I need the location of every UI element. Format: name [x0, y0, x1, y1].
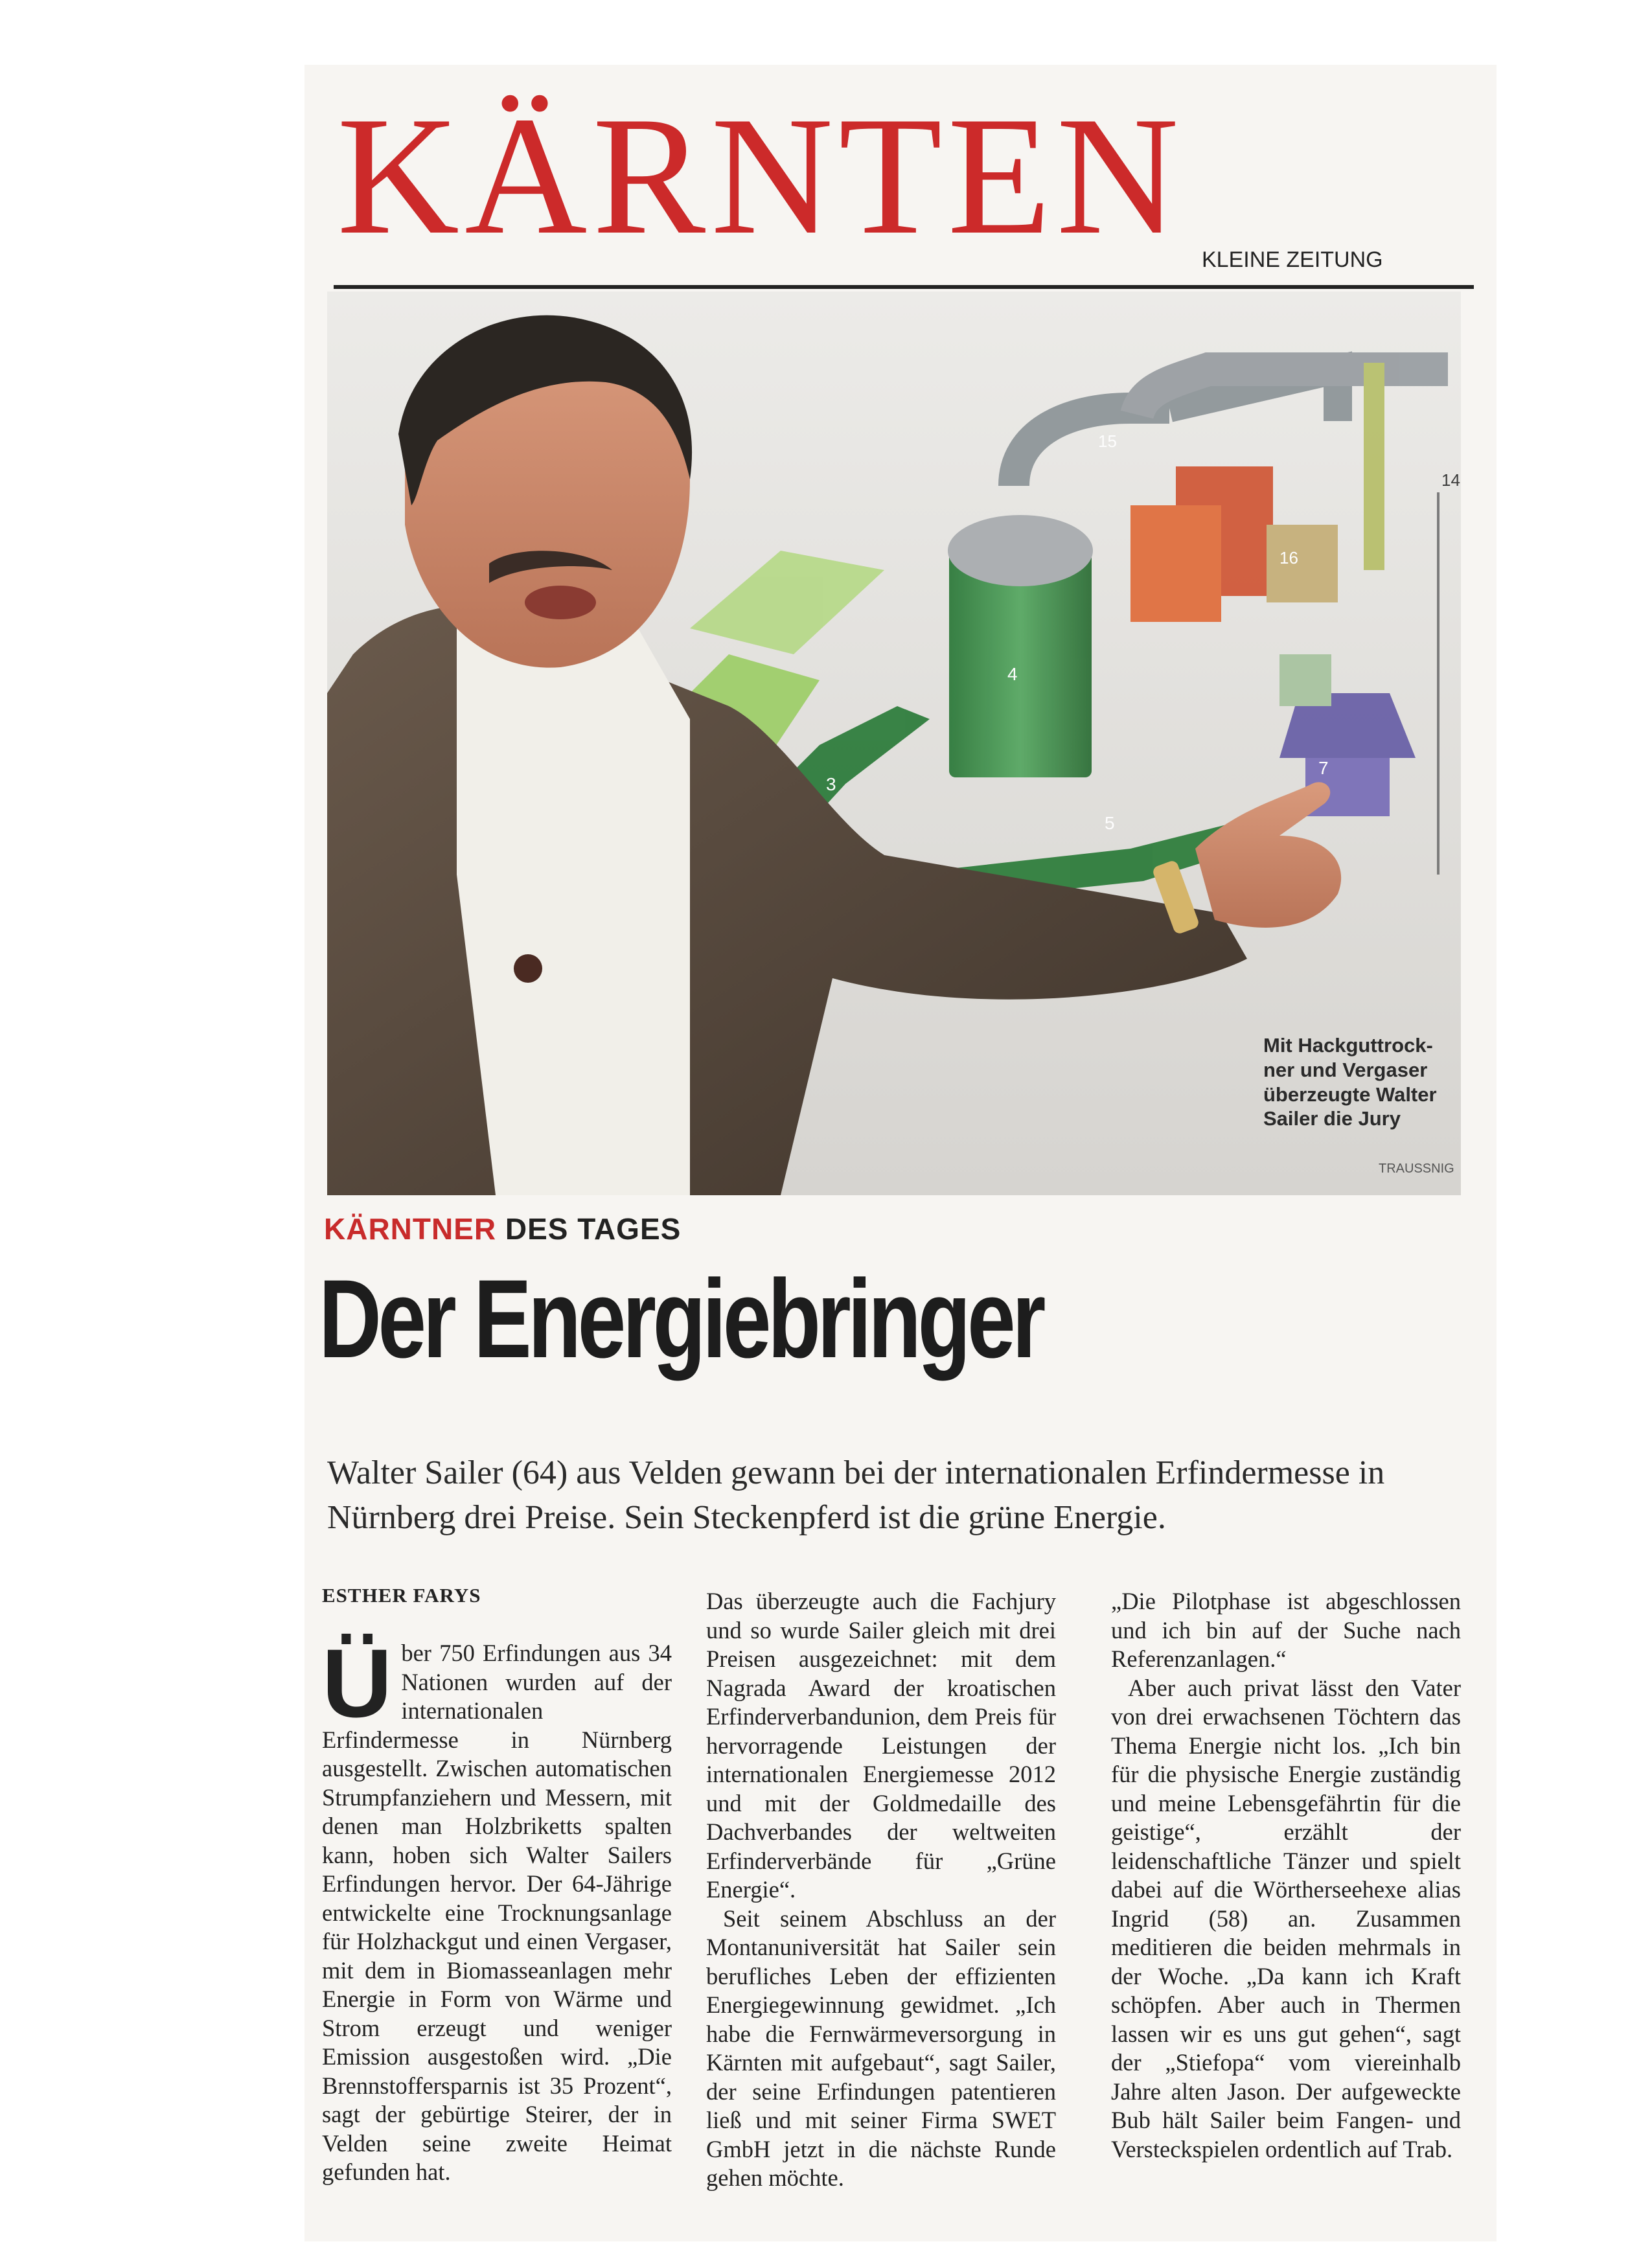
svg-text:3: 3 — [826, 774, 836, 794]
column-1-paragraph-1: ber 750 Erfindungen aus 34 Nationen wurden auf der internationalen Erfindermesse in Nürnberg ausgestellt. Zwischen automatischen Strumpfanziehern und Messern, mit denen man Holzbriketts spalten kann, hoben sich Walter Sailers Erfindungen hervor. Der 64-Jährige entwickelte eine Trocknungsanlage für Holzhackgut und einen Vergaser, mit dem in Biomasseanlagen mehr Energie in Form von Wärme und Strom erzeugt und weniger Emission ausgestoßen wird. „Die Brennstoffersparnis ist 35 Prozent“, sagt der gebürtige Steirer, der in Velden seine zweite Heimat gefunden hat. — [322, 1640, 672, 2185]
article-lead: Walter Sailer (64) aus Velden gewann bei der internationalen Erfindermesse in Nürnberg drei Preise. Sein Steckenpferd ist die grüne Energie. — [327, 1454, 1385, 1536]
article-column-1 — [322, 1629, 672, 2187]
column-3-paragraph-1: „Die Pilotphase ist abgeschlossen und ich bin auf der Suche nach Referenzanlagen.“ — [1111, 1588, 1461, 1672]
article-byline: ESTHER FARYS — [322, 1584, 481, 1607]
article-kicker — [324, 1211, 681, 1246]
article-column-3 — [1111, 1587, 1461, 2164]
bleed-through-text — [1231, 104, 1242, 148]
svg-text:4: 4 — [1007, 664, 1018, 684]
svg-text:14: 14 — [1441, 470, 1460, 490]
column-2-paragraph-2: Seit seinem Abschluss an der Montanuniversität hat Sailer sein berufliches Leben der effizienten Energiegewinnung gewidmet. „Ich habe die Fernwärmeversorgung in Kärnten mit aufgebaut“, sagt Sailer, der seine Erfindungen patentieren ließ und mit seiner Firma SWET GmbH jetzt in die nächste Runde gehen möchte. — [706, 1905, 1056, 2191]
svg-text:5: 5 — [1105, 813, 1115, 833]
column-2-paragraph-1: Das überzeugte auch die Fachjury und so wurde Sailer gleich mit drei Preisen ausgezeichnet: mit dem Nagrada Award der kroatischen Erfinderverbandunion, dem Preis für hervorragende Leistungen der internationalen Energiemesse 2012 und mit der Goldmedaille des Dachverbandes der weltweiten Erfinderverbände für „Grüne Energie“. — [706, 1588, 1056, 1903]
svg-text:7: 7 — [1318, 758, 1329, 778]
column-3-paragraph-2: Aber auch privat lässt den Vater von drei erwachsenen Töchtern das Thema Energie nicht los. „Ich bin für die physische Energie zuständig und meine Lebensgefährtin für die geistige“, erzählt der leidenschaftliche Tänzer und spielt dabei auf die Wörtherseehexe alias Ingrid (58) an. Zusammen meditieren die beiden mehrmals in der Woche. „Da kann ich Kraft schöpfen. Aber auch in Thermen lassen wir es uns gut gehen“, sagt der „Stiefopa“ vom viereinhalb Jahre alten Jason. Der aufgeweckte Bub hält Sailer beim Fangen- und Versteckspielen ordentlich auf Trab. — [1111, 1674, 1461, 2162]
svg-text:15: 15 — [1098, 431, 1117, 451]
publication-name: KLEINE ZEITUNG — [1202, 247, 1383, 272]
svg-text:16: 16 — [1279, 548, 1298, 567]
masthead-title: KÄRNTEN — [337, 82, 1184, 269]
photo-credit: TRAUSSNIG — [1379, 1162, 1454, 1176]
article-headline: Der Energiebringer — [319, 1257, 1042, 1381]
masthead-rule — [334, 285, 1474, 289]
article-column-2 — [706, 1587, 1056, 2193]
kicker-red: KÄRNTNER — [324, 1212, 497, 1246]
photo-caption: Mit Hackguttrock-ner und Vergaser überzeugte Walter Sailer die Jury — [1263, 1034, 1437, 1130]
kicker-dark: DES TAGES — [505, 1212, 682, 1246]
drop-cap: Ü — [322, 1629, 393, 1737]
